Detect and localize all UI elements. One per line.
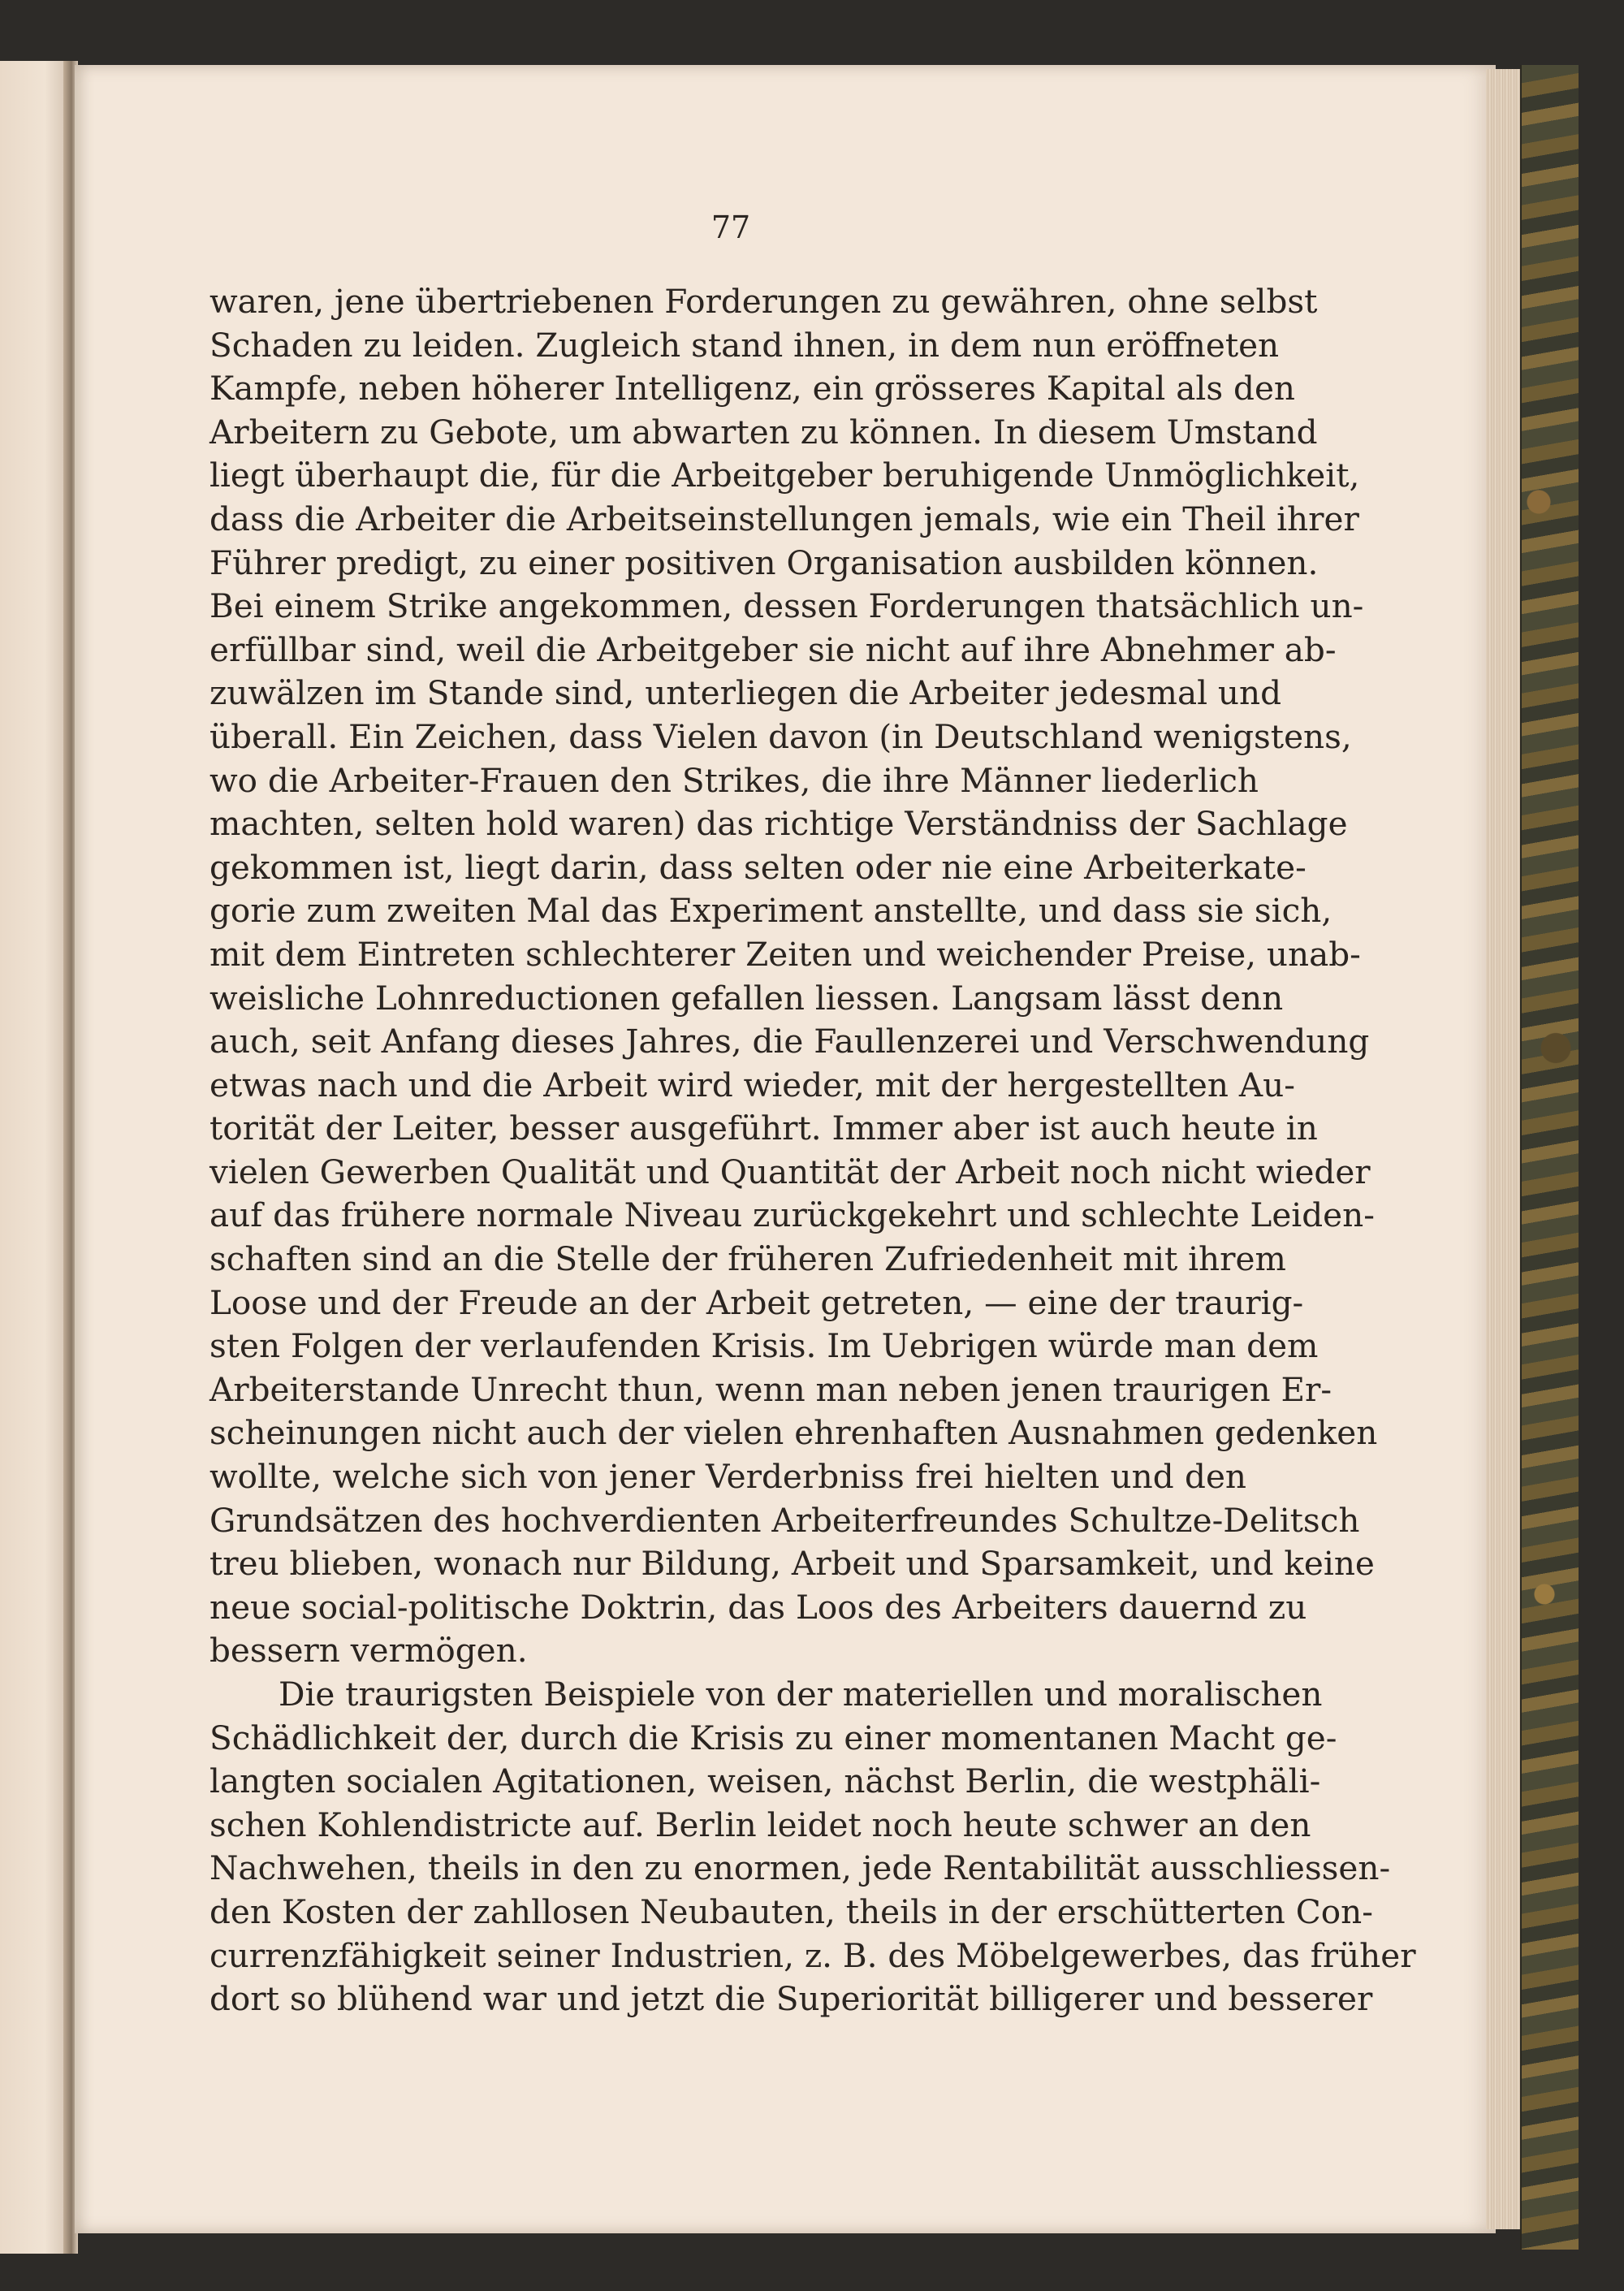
paragraph [209, 1673, 1416, 2021]
text-line: schen Kohlendistricte auf. Berlin leidet noch heute schwer an den [209, 1805, 1311, 1844]
paragraph [209, 280, 1378, 1673]
text-line: torität der Leiter, besser ausgeführt. Immer aber ist auch heute in [209, 1109, 1318, 1148]
text-line: gekommen ist, liegt darin, dass selten oder nie eine Arbeiterkate- [209, 847, 1307, 887]
page-stack-edges [1486, 69, 1520, 2229]
text-line: sten Folgen der verlaufenden Krisis. Im Uebrigen würde man dem [209, 1326, 1319, 1366]
text-line: erfüllbar sind, weil die Arbeitgeber sie nicht auf ihre Abnehmer ab- [209, 629, 1337, 669]
text-line: Arbeitern zu Gebote, um abwarten zu können. In diesem Umstand [209, 412, 1318, 452]
text-line: Grundsätzen des hochverdienten Arbeiterfreundes Schultze-Delitsch [209, 1500, 1360, 1540]
text-line: langten socialen Agitationen, weisen, nächst Berlin, die westphäli- [209, 1761, 1321, 1801]
body-text [209, 280, 1416, 2021]
text-line: bessern vermögen. [209, 1631, 528, 1671]
text-line: Schaden zu leiden. Zugleich stand ihnen, in dem nun eröffneten [209, 325, 1280, 365]
text-line: currenzfähigkeit seiner Industrien, z. B. des Möbelgewerbes, das früher [209, 1935, 1416, 1975]
text-line: wollte, welche sich von jener Verderbniss frei hielten und den [209, 1457, 1246, 1497]
text-line: neue social-politische Doktrin, das Loos des Arbeiters dauernd zu [209, 1587, 1307, 1627]
text-line: auch, seit Anfang dieses Jahres, die Faullenzerei und Verschwendung [209, 1022, 1370, 1061]
text-line: liegt überhaupt die, für die Arbeitgeber beruhigende Unmöglichkeit, [209, 456, 1360, 495]
text-line: vielen Gewerben Qualität und Quantität der Arbeit noch nicht wieder [209, 1152, 1371, 1191]
text-line: Loose und der Freude an der Arbeit getreten, — eine der traurig- [209, 1282, 1304, 1322]
text-line: waren, jene übertriebenen Forderungen zu gewähren, ohne selbst [209, 282, 1318, 321]
page-number: 77 [710, 210, 751, 245]
text-line: überall. Ein Zeichen, dass Vielen davon (in Deutschland wenigstens, [209, 716, 1352, 756]
text-line: scheinungen nicht auch der vielen ehrenhaften Ausnahmen gedenken [209, 1413, 1378, 1453]
text-line: zuwälzen im Stande sind, unterliegen die Arbeiter jedesmal und [209, 673, 1282, 713]
text-line: gorie zum zweiten Mal das Experiment anstellte, und dass sie sich, [209, 891, 1332, 931]
text-line: treu blieben, wonach nur Bildung, Arbeit und Sparsamkeit, und keine [209, 1544, 1375, 1584]
text-line: Die traurigsten Beispiele von der materiellen und moralischen [279, 1675, 1323, 1714]
text-line: wo die Arbeiter-Frauen den Strikes, die ihre Männer liederlich [209, 760, 1259, 800]
text-line: Arbeiterstande Unrecht thun, wenn man neben jenen traurigen Er- [209, 1369, 1332, 1409]
text-line: dort so blühend war und jetzt die Superiorität billigerer und besserer [209, 1979, 1373, 2019]
text-line: mit dem Eintreten schlechterer Zeiten und weichender Preise, unab- [209, 934, 1361, 974]
marbled-book-cover [1520, 65, 1579, 2250]
text-line: weisliche Lohnreductionen gefallen liessen. Langsam lässt denn [209, 978, 1284, 1018]
text-line: Nachwehen, theils in den zu enormen, jede Rentabilität ausschliessen- [209, 1848, 1391, 1888]
text-line: Bei einem Strike angekommen, dessen Forderungen thatsächlich un- [209, 586, 1364, 626]
text-line: Kampfe, neben höherer Intelligenz, ein grösseres Kapital als den [209, 369, 1295, 408]
text-line: auf das frühere normale Niveau zurückgekehrt und schlechte Leiden- [209, 1195, 1375, 1235]
text-line: dass die Arbeiter die Arbeitseinstellungen jemals, wie ein Theil ihrer [209, 499, 1359, 538]
text-line: Schädlichkeit der, durch die Krisis zu einer momentanen Macht ge- [209, 1718, 1337, 1757]
text-line: Führer predigt, zu einer positiven Organisation ausbilden können. [209, 542, 1319, 582]
text-line: schaften sind an die Stelle der früheren Zufriedenheit mit ihrem [209, 1239, 1286, 1279]
text-line: den Kosten der zahllosen Neubauten, theils in der erschütterten Con- [209, 1891, 1373, 1931]
text-line: etwas nach und die Arbeit wird wieder, mit der hergestellten Au- [209, 1065, 1295, 1104]
text-line: machten, selten hold waren) das richtige Verständniss der Sachlage [209, 804, 1348, 844]
